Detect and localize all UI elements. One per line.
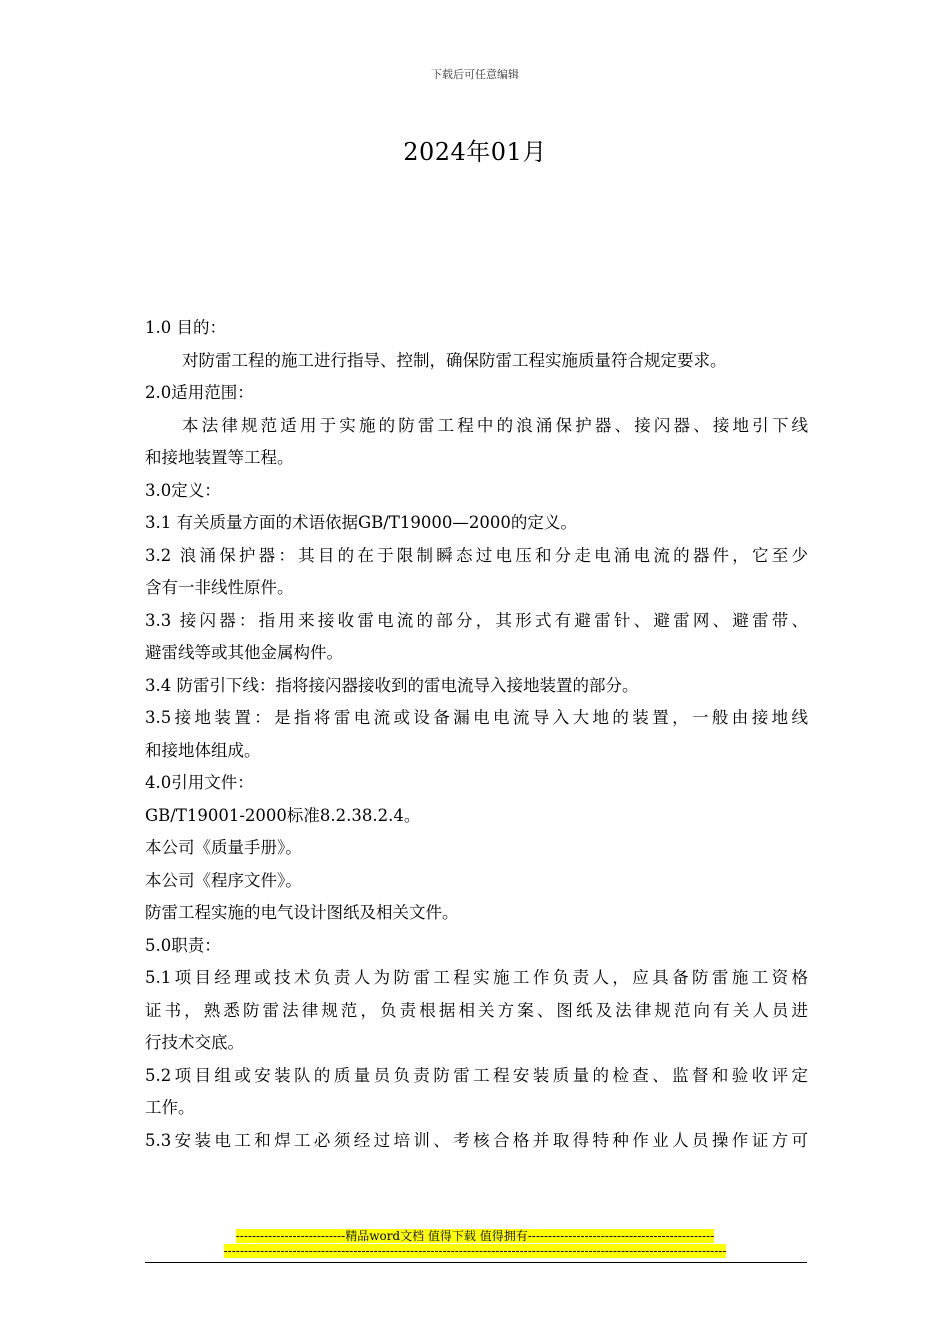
paragraph-purpose: 对防雷工程的施工进行指导、控制，确保防雷工程实施质量符合规定要求。 xyxy=(182,350,727,370)
document-body xyxy=(145,312,808,1157)
paragraph-scope-line-1: 本法律规范适用于实施的防雷工程中的浪涌保护器、接闪器、接地引下线 xyxy=(182,415,808,435)
reference-quality-manual: 本公司《质量手册》。 xyxy=(145,838,302,857)
section-heading-responsibilities: 5.0职责： xyxy=(145,935,221,955)
footer-promo-text: ---------------------------精品word文档 值得下载 值得拥有---------------------------------------------- xyxy=(235,1229,715,1243)
section-heading-scope: 2.0适用范围： xyxy=(145,383,254,402)
section-heading-purpose: 1.0 目的： xyxy=(145,318,226,337)
definition-3-5-line-2: 和接地体组成。 xyxy=(145,740,261,760)
responsibility-5-1-line-3: 行技术交底。 xyxy=(145,1033,244,1052)
section-heading-definitions: 3.0定义： xyxy=(145,480,221,500)
page-header-note: 下载后可任意编辑 xyxy=(431,68,519,81)
paragraph-scope-line-2: 和接地装置等工程。 xyxy=(145,448,294,467)
footer-highlight-band-2 xyxy=(0,1244,950,1259)
footer-rule xyxy=(145,1262,807,1263)
definition-3-3-line-2: 避雷线等或其他金属构件。 xyxy=(145,643,343,662)
footer-dash-line: ---------------------------------------------------------------------------------------------------------------------------- xyxy=(223,1244,727,1258)
reference-procedure-docs: 本公司《程序文件》。 xyxy=(145,870,302,890)
reference-design-drawings: 防雷工程实施的电气设计图纸及相关文件。 xyxy=(145,903,459,922)
definition-3-3-line-1: 3.3 接闪器：指用来接收雷电流的部分，其形式有避雷针、避雷网、避雷带、 xyxy=(145,610,808,630)
responsibility-5-2-line-2: 工作。 xyxy=(145,1098,195,1117)
date-title: 2024年01月 xyxy=(403,138,547,166)
definition-3-1: 3.1 有关质量方面的术语依据GB/T19000—2000的定义。 xyxy=(145,513,577,532)
section-heading-references: 4.0引用文件： xyxy=(145,773,254,792)
reference-standard: GB/T19001-2000标准8.2.38.2.4。 xyxy=(145,805,421,825)
footer-highlight-band-1 xyxy=(0,1229,950,1244)
responsibility-5-3-line-1: 5.3安装电工和焊工必须经过培训、考核合格并取得特种作业人员操作证方可 xyxy=(145,1130,808,1150)
definition-3-4: 3.4 防雷引下线：指将接闪器接收到的雷电流导入接地装置的部分。 xyxy=(145,675,639,695)
definition-3-2-line-2: 含有一非线性原件。 xyxy=(145,578,294,597)
responsibility-5-2-line-1: 5.2项目组或安装队的质量员负责防雷工程安装质量的检查、监督和验收评定 xyxy=(145,1065,808,1085)
responsibility-5-1-line-1: 5.1项目经理或技术负责人为防雷工程实施工作负责人，应具备防雷施工资格 xyxy=(145,968,808,987)
definition-3-5-line-1: 3.5接地装置：是指将雷电流或设备漏电电流导入大地的装置，一般由接地线 xyxy=(145,708,808,727)
responsibility-5-1-line-2: 证书，熟悉防雷法律规范，负责根据相关方案、图纸及法律规范向有关人员进 xyxy=(145,1000,808,1020)
definition-3-2-line-1: 3.2 浪涌保护器：其目的在于限制瞬态过电压和分走电涌电流的器件，它至少 xyxy=(145,545,808,565)
